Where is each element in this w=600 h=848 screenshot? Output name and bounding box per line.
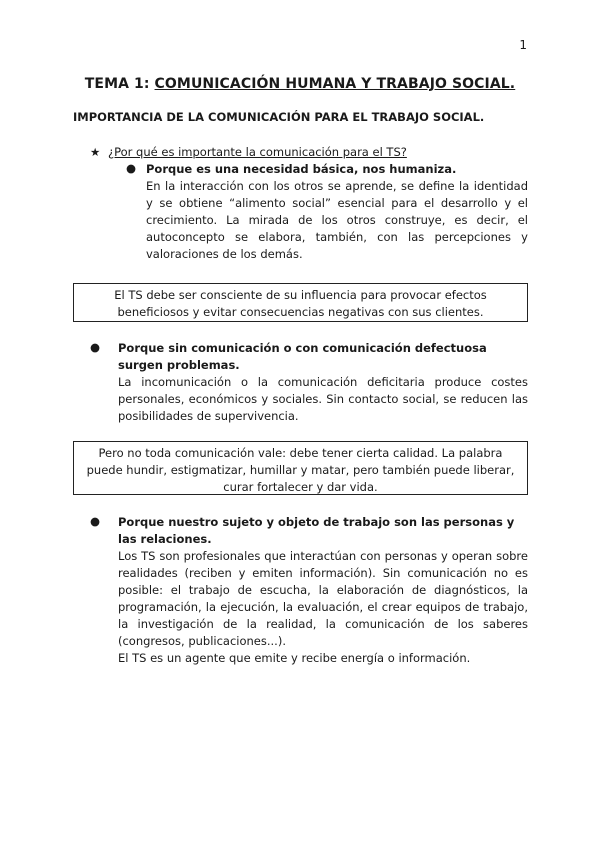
page-number: 1: [519, 38, 527, 52]
bullet-body: La incomunicación o la comunicación deficitaria produce costes personales, económicos y sociales. Sin contacto social, se reducen las posibilidades de supervivencia.: [118, 375, 528, 423]
bullet-heading: Porque es una necesidad básica, nos humaniza.: [146, 162, 457, 176]
bullet-body: Los TS son profesionales que interactúan con personas y operan sobre realidades (reciben y emiten información). Sin comunicación no es posible: el trabajo de escucha, la elaboración de diagnósticos, la programación, la ejecución, la evaluación, el crear equipos de trabajo, la investigación de la realidad, la comunicación de los saberes (congresos, publicaciones...).: [118, 549, 528, 648]
callout-box: Pero no toda comunicación vale: debe tener cierta calidad. La palabra puede hundir, estigmatizar, humillar y matar, pero también puede liberar, curar fortalecer y dar vida.: [73, 441, 528, 495]
bullet-extra: El TS es un agente que emite y recibe energía o información.: [118, 651, 471, 665]
list-item: [126, 161, 528, 263]
bullet-icon: ●: [90, 514, 101, 528]
star-icon: ★: [90, 145, 101, 159]
list-item: [90, 514, 528, 667]
question-line: [90, 145, 407, 159]
bullet-heading: Porque sin comunicación o con comunicación defectuosa surgen problemas.: [118, 341, 487, 372]
section-subtitle: IMPORTANCIA DE LA COMUNICACIÓN PARA EL TRABAJO SOCIAL.: [73, 110, 485, 124]
list-item: [90, 340, 528, 425]
title-prefix: TEMA 1:: [84, 76, 155, 92]
title-underlined: COMUNICACIÓN HUMANA Y TRABAJO SOCIAL.: [154, 76, 516, 92]
bullet-heading: Porque nuestro sujeto y objeto de trabajo son las personas y las relaciones.: [118, 515, 515, 546]
question-text: ¿Por qué es importante la comunicación para el TS?: [108, 145, 407, 159]
callout-box: El TS debe ser consciente de su influencia para provocar efectos beneficiosos y evitar consecuencias negativas con sus clientes.: [73, 283, 528, 322]
document-title: [0, 76, 600, 92]
bullet-body: En la interacción con los otros se aprende, se define la identidad y se obtiene “alimento social” esencial para el desarrollo y el crecimiento. La mirada de los otros construye, es decir, el autoconcepto se elabora, también, con las percepciones y valoraciones de los demás.: [146, 179, 528, 261]
bullet-icon: ●: [126, 161, 137, 175]
bullet-icon: ●: [90, 340, 101, 354]
